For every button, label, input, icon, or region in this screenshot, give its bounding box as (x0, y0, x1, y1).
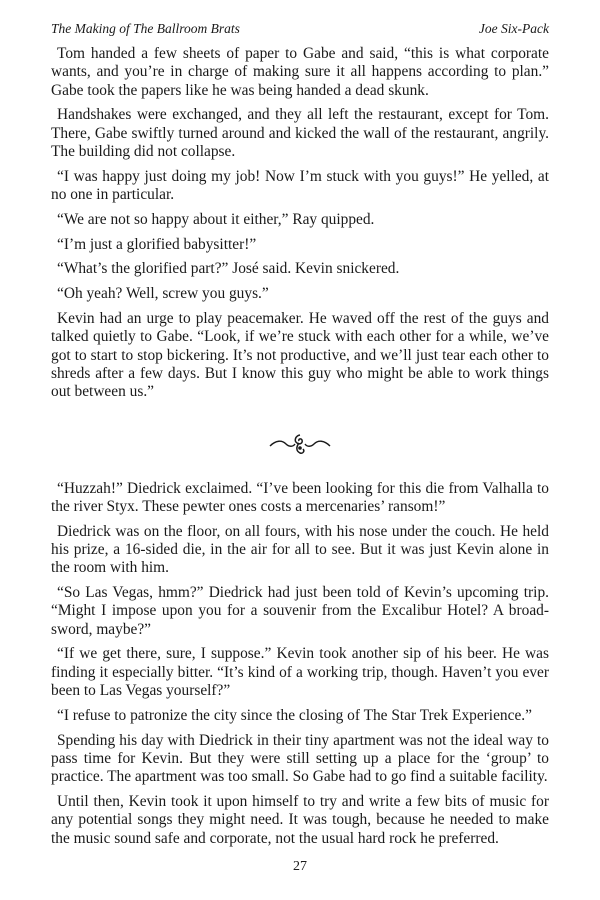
paragraph: Kevin had an urge to play peacemaker. He waved off the rest of the guys and talked quietly to Gabe. “Look, if we’re stuck with each other for a while, we’ve got to start to stop bickering. It’s not productive, and we’ll just tear each other to shreds after a few days. But I know this guy who might be able to work things out between us.” (51, 310, 549, 401)
page-number: 27 (293, 859, 307, 874)
paragraph: “We are not so happy about it either,” Ray quipped. (57, 210, 375, 228)
fleuron-ornament-icon (268, 432, 332, 456)
paragraph: “If we get there, sure, I suppose.” Kevin took another sip of his beer. He was finding it especially bitter. “It’s kind of a working trip, though. Haven’t you ever been to Las Vegas yourself?” (51, 645, 549, 700)
paragraph: “I was happy just doing my job! Now I’m stuck with you guys!” He yelled, at no one in particular. (51, 167, 549, 204)
paragraph: Spending his day with Diedrick in their tiny apartment was not the ideal way to pass time for Kevin. But they were still setting up a place for the ‘group’ to practice. The apartment was too small. So Gabe had to go find a suitable facility. (51, 731, 549, 786)
book-page (51, 20, 549, 854)
section-break (51, 432, 549, 458)
paragraph: “I’m just a glorified babysitter!” (57, 235, 257, 253)
section-one (51, 45, 549, 402)
paragraph: Until then, Kevin took it upon himself to try and write a few bits of music for any potential songs they might need. It was tough, because he needed to make the music sound safe and corporate, not the usual hard rock he preferred. (51, 793, 549, 847)
paragraph: Handshakes were exchanged, and they all left the restaurant, except for Tom. There, Gabe swiftly turned around and kicked the wall of the restaurant, angrily. The building did not collapse. (51, 106, 549, 160)
running-header-title: The Making of The Ballroom Brats (51, 21, 240, 36)
paragraph: “What’s the glorified part?” José said. Kevin snickered. (57, 260, 400, 278)
paragraph: “Huzzah!” Diedrick exclaimed. “I’ve been looking for this die from Valhalla to the river Styx. These pewter ones costs a mercenaries’ ransom!” (51, 479, 549, 515)
paragraph: “I refuse to patronize the city since the closing of The Star Trek Experience.” (57, 706, 532, 724)
paragraph: “So Las Vegas, hmm?” Diedrick had just been told of Kevin’s upcoming trip. “Might I impose upon you for a souvenir from the Excalibur Hotel? A broadsword, maybe?” (51, 584, 549, 638)
paragraph: “Oh yeah? Well, screw you guys.” (57, 285, 269, 303)
paragraph: Diedrick was on the floor, on all fours, with his nose under the couch. He held his prize, a 16-sided die, in the air for all to see. But it was just Kevin alone in the room with him. (51, 522, 549, 577)
paragraph: Tom handed a few sheets of paper to Gabe and said, “this is what corporate wants, and you’re in charge of making sure it all happens according to plan.” Gabe took the papers like he was being handed a dead skunk. (51, 45, 549, 99)
section-two (51, 480, 549, 848)
running-header-author: Joe Six-Pack (478, 21, 549, 36)
running-header (51, 20, 549, 38)
